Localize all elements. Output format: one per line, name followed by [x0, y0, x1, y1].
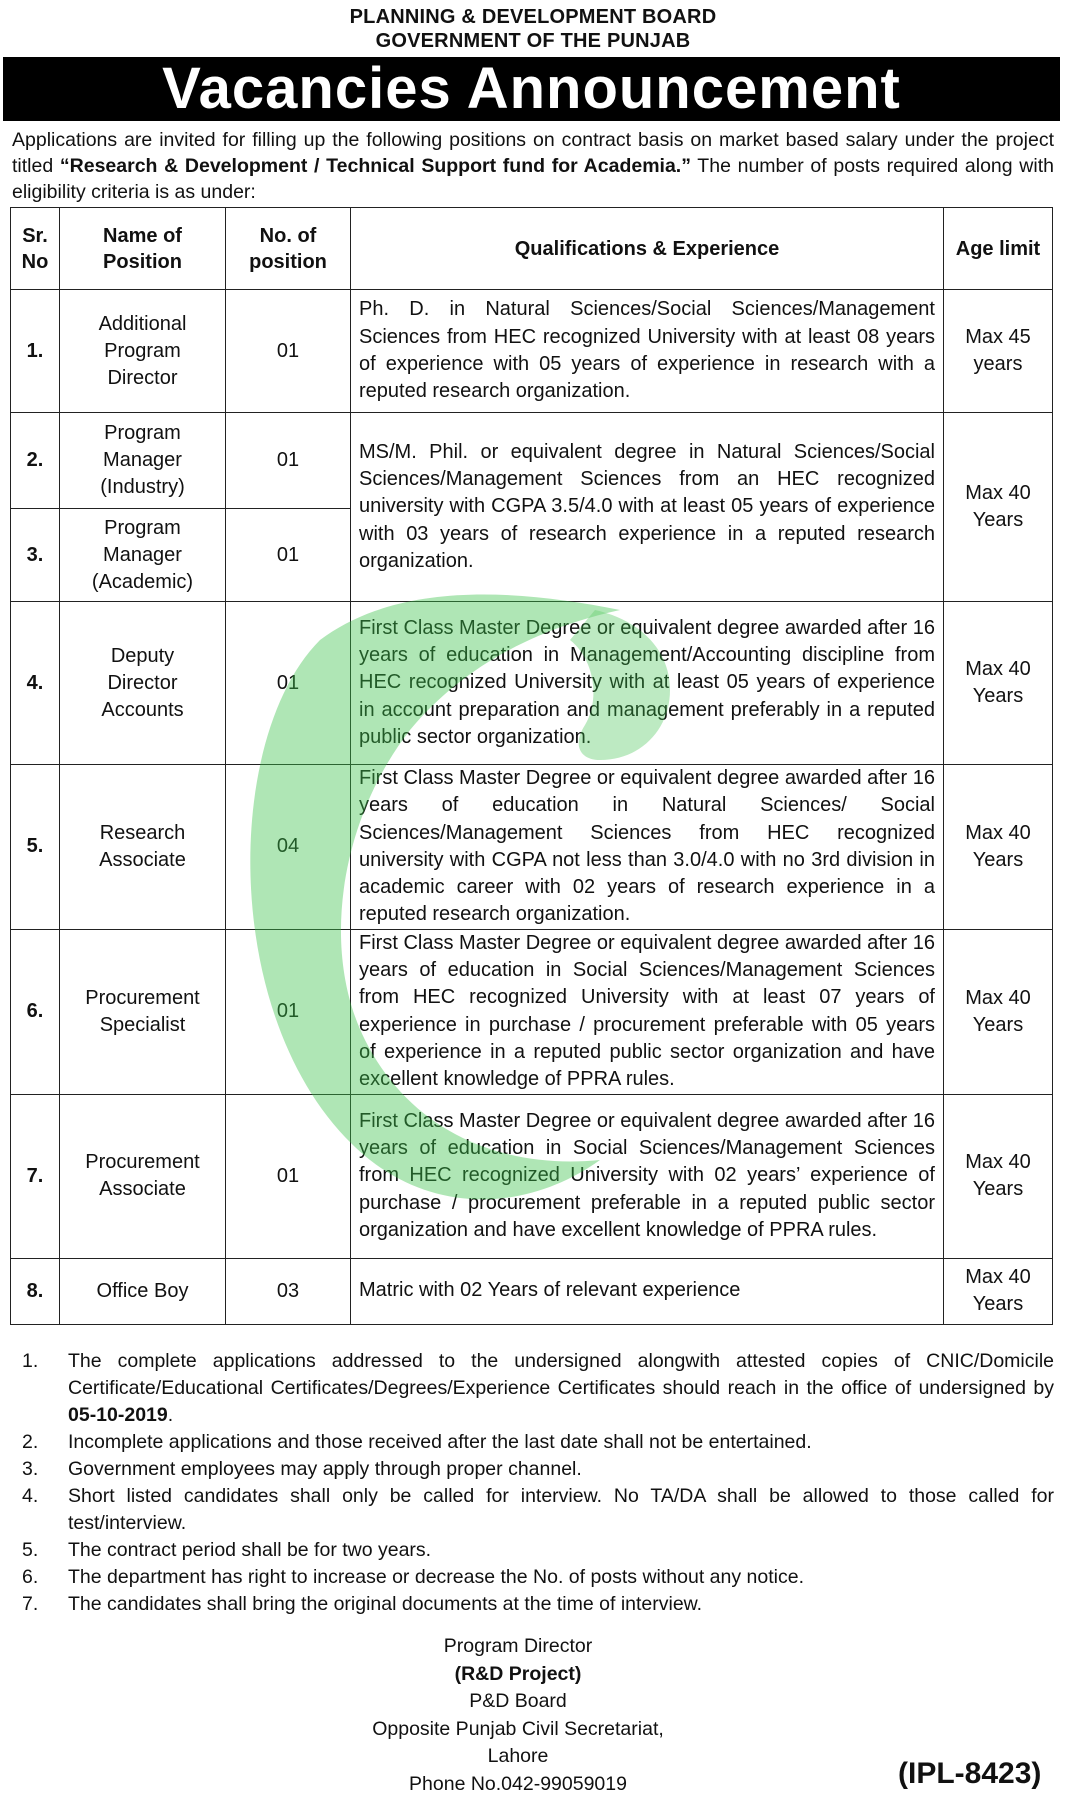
header-qualifications: Qualifications & Experience: [351, 208, 944, 290]
note-number: 3.: [22, 1456, 68, 1483]
reference-code: (IPL-8423): [898, 1757, 1041, 1791]
row-age-limit: Max 40 Years: [944, 413, 1053, 602]
table-row: [11, 290, 1053, 413]
note-number: 5.: [22, 1537, 68, 1564]
table-header-row: [11, 208, 1053, 290]
row-position-name: [60, 509, 226, 602]
position-name-text: Deputy Director Accounts: [78, 643, 208, 724]
note-text: [68, 1348, 1054, 1429]
note-text-end: .: [168, 1404, 173, 1426]
row-sr-no: 8.: [11, 1258, 60, 1324]
row-qualifications: Ph. D. in Natural Sciences/Social Sciences/Management Sciences from HEC recognized University with at least 08 years of experience with 05 years of experience in research with a reputed research organization.: [351, 290, 944, 413]
office-city: Lahore: [330, 1743, 706, 1771]
note-text: Incomplete applications and those received after the last date shall not be entertained.: [68, 1429, 1054, 1456]
row-age-limit: Max 40 Years: [944, 1094, 1053, 1258]
intro-text-after: The number of posts required along with eligibility criteria is as under:: [12, 155, 1054, 203]
row-position-count: 01: [226, 509, 351, 602]
position-name-text: Research Associate: [78, 820, 208, 874]
row-position-count: 01: [226, 290, 351, 413]
row-sr-no: 6.: [11, 929, 60, 1094]
row-qualifications: First Class Master Degree or equivalent degree awarded after 16 years of education in Natural Sciences/ Social Sciences/Management Sciences from HEC recognized university with CGPA not less than 3.0/4.0 with no 3rd division in academic career with 02 years of research experience in a reputed research organization.: [351, 765, 944, 930]
row-position-name: [60, 765, 226, 930]
row-sr-no: 5.: [11, 765, 60, 930]
table-row: [11, 1094, 1053, 1258]
row-position-name: [60, 413, 226, 509]
row-position-name: [60, 1258, 226, 1324]
note-text: Government employees may apply through proper channel.: [68, 1456, 1054, 1483]
note-text: The contract period shall be for two years.: [68, 1537, 1054, 1564]
position-name-text: Procurement Specialist: [78, 985, 208, 1039]
note-text: The candidates shall bring the original documents at the time of interview.: [68, 1591, 1054, 1618]
header-sr-no: Sr. No: [11, 208, 60, 290]
list-item: [22, 1537, 1054, 1564]
note-text-body: The complete applications addressed to the undersigned alongwith attested copies of CNIC/Domicile Certificate/Educational Certificates/Degrees/Experience Certificates should reach in the office of undersigned by: [68, 1350, 1054, 1399]
note-number: 6.: [22, 1564, 68, 1591]
intro-paragraph: [12, 127, 1054, 205]
position-name-text: Additional Program Director: [78, 311, 208, 392]
table-row: [11, 765, 1053, 930]
row-position-count: 01: [226, 413, 351, 509]
header-position-name: Name of Position: [60, 208, 226, 290]
row-age-limit: Max 40 Years: [944, 765, 1053, 930]
position-name-text: Procurement Associate: [78, 1149, 208, 1203]
list-item: [22, 1483, 1054, 1537]
org-name: PLANNING & DEVELOPMENT BOARD: [0, 6, 1066, 29]
office-address: Opposite Punjab Civil Secretariat,: [330, 1716, 706, 1744]
position-name-text: Office Boy: [97, 1278, 189, 1305]
row-position-name: [60, 1094, 226, 1258]
instructions-list: [22, 1348, 1054, 1618]
row-age-limit: Max 40 Years: [944, 1258, 1053, 1324]
project-title: “Research & Development / Technical Support fund for Academia.”: [60, 155, 691, 177]
row-age-limit: Max 40 Years: [944, 929, 1053, 1094]
note-number: 7.: [22, 1591, 68, 1618]
row-qualifications: First Class Master Degree or equivalent degree awarded after 16 years of education in Management/Accounting discipline from HEC recognized University with at least 05 years of experience in account preparation and management preferably in a reputed public sector organization.: [351, 602, 944, 765]
row-sr-no: 2.: [11, 413, 60, 509]
row-qualifications: MS/M. Phil. or equivalent degree in Natural Sciences/Social Sciences/Management Sciences from an HEC recognized university with CGPA 3.5/4.0 with at least 05 years of experience with 03 years of research experience in a reputed research organization.: [351, 413, 944, 602]
row-position-count: 03: [226, 1258, 351, 1324]
signature-block: [330, 1633, 706, 1798]
header-age-limit: Age limit: [944, 208, 1053, 290]
government-name: GOVERNMENT OF THE PUNJAB: [0, 30, 1066, 53]
list-item: [22, 1564, 1054, 1591]
table-row: [11, 929, 1053, 1094]
row-position-name: [60, 290, 226, 413]
note-number: 4.: [22, 1483, 68, 1537]
position-name-text: Program Manager (Academic): [78, 515, 208, 596]
note-text: Short listed candidates shall only be called for interview. No TA/DA shall be allowed to those called for test/interview.: [68, 1483, 1054, 1537]
row-position-count: 04: [226, 765, 351, 930]
header-position-count: No. of position: [226, 208, 351, 290]
row-qualifications: Matric with 02 Years of relevant experience: [351, 1258, 944, 1324]
table-row: [11, 602, 1053, 765]
phone-number: Phone No.042-99059019: [330, 1771, 706, 1798]
intro-text-before: Applications are invited for filling up the following positions on contract basis on market based salary under the project titled: [12, 129, 1054, 177]
row-qualifications: First Class Master Degree or equivalent degree awarded after 16 years of education in Social Sciences/Management Sciences from HEC recognized University with 02 years’ experience of purchase / procurement preferable in a reputed public sector organization and have excellent knowledge of PPRA rules.: [351, 1094, 944, 1258]
signatory-title: Program Director: [330, 1633, 706, 1661]
note-number: 2.: [22, 1429, 68, 1456]
announcement-banner: Vacancies Announcement: [3, 57, 1060, 121]
row-sr-no: 3.: [11, 509, 60, 602]
row-position-count: 01: [226, 602, 351, 765]
list-item: [22, 1348, 1054, 1429]
row-position-name: [60, 929, 226, 1094]
vacancies-table: [10, 207, 1053, 1325]
position-name-text: Program Manager (Industry): [78, 420, 208, 501]
row-qualifications: First Class Master Degree or equivalent degree awarded after 16 years of education in Social Sciences/Management Sciences from HEC recognized University with at least 07 years of experience in purchase / procurement preferable with 05 years of experience in a reputed public sector organization and have excellent knowledge of PPRA rules.: [351, 929, 944, 1094]
list-item: [22, 1591, 1054, 1618]
row-age-limit: Max 40 Years: [944, 602, 1053, 765]
table-row: [11, 413, 1053, 509]
row-position-name: [60, 602, 226, 765]
office-name: P&D Board: [330, 1688, 706, 1716]
note-text: The department has right to increase or decrease the No. of posts without any notice.: [68, 1564, 1054, 1591]
list-item: [22, 1456, 1054, 1483]
row-sr-no: 1.: [11, 290, 60, 413]
project-name: (R&D Project): [455, 1663, 582, 1685]
row-sr-no: 7.: [11, 1094, 60, 1258]
note-number: 1.: [22, 1348, 68, 1429]
row-position-count: 01: [226, 929, 351, 1094]
table-row: [11, 1258, 1053, 1324]
list-item: [22, 1429, 1054, 1456]
last-date: 05-10-2019: [68, 1404, 168, 1426]
row-age-limit: Max 45 years: [944, 290, 1053, 413]
row-position-count: 01: [226, 1094, 351, 1258]
row-sr-no: 4.: [11, 602, 60, 765]
